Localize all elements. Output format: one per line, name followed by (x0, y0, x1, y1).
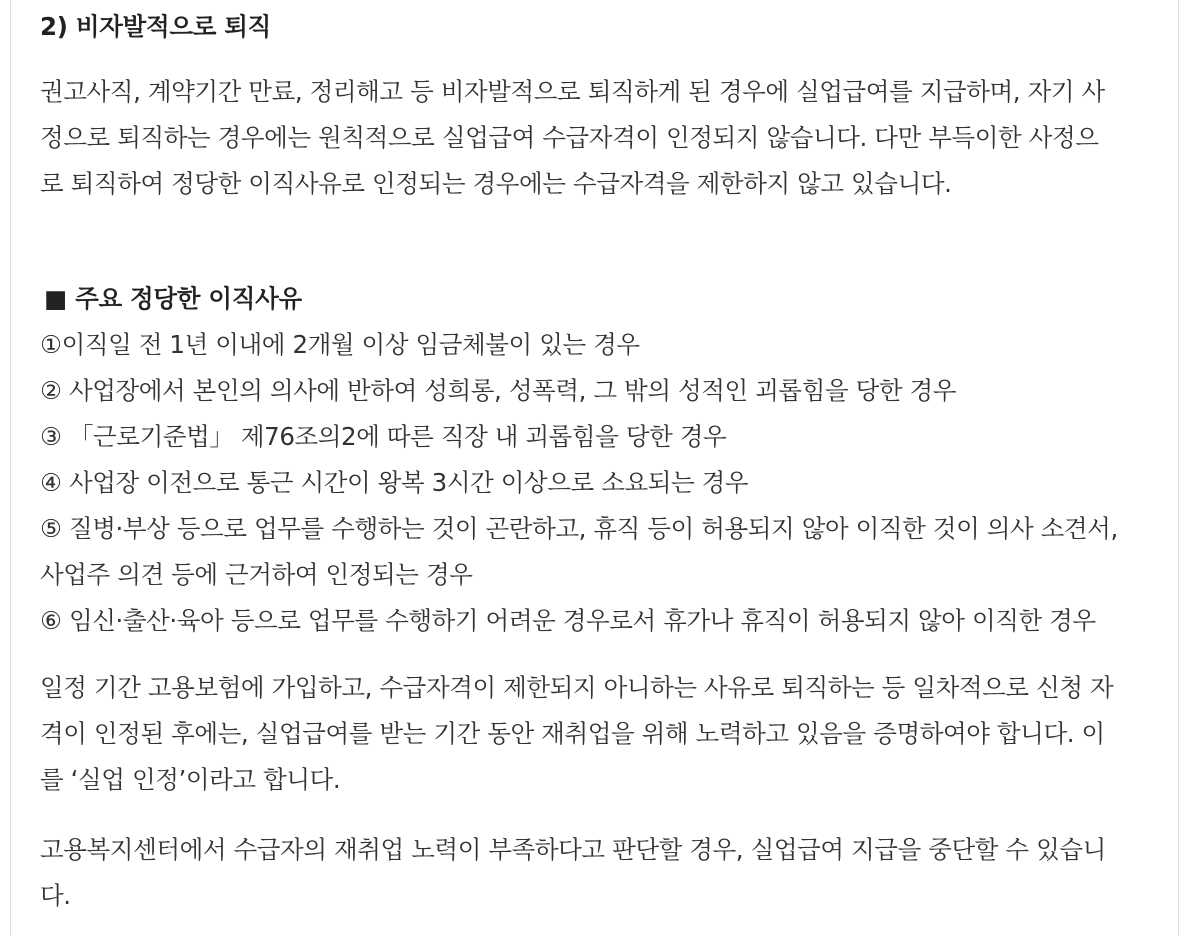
certification-paragraph (40, 665, 1113, 803)
reasons-list (40, 322, 1118, 644)
reason-item (40, 598, 1118, 644)
reason-line: ③ 「근로기준법」 제76조의2에 따른 직장 내 괴롭힘을 당한 경우 (40, 422, 727, 451)
paragraph-line: 격이 인정된 후에는, 실업급여를 받는 기간 동안 재취업을 위해 노력하고 있음을 증명하여야 합니다. 이 (40, 719, 1105, 748)
reason-line: ⑥ 임신·출산·육아 등으로 업무를 수행하기 어려운 경우로서 휴가나 휴직이 허용되지 않아 이직한 경우 (40, 606, 1096, 635)
intro-paragraph (40, 69, 1105, 207)
reasons-title: ■ 주요 정당한 이직사유 (44, 284, 302, 313)
reason-line: ①이직일 전 1년 이내에 2개월 이상 임금체불이 있는 경우 (40, 330, 640, 359)
reason-line: ② 사업장에서 본인의 의사에 반하여 성희롱, 성폭력, 그 밖의 성적인 괴롭힘을 당한 경우 (40, 376, 957, 405)
section-heading: 2) 비자발적으로 퇴직 (40, 12, 272, 41)
paragraph-line: 다. (40, 881, 71, 910)
suspension-paragraph (40, 827, 1106, 919)
paragraph-line: 고용복지센터에서 수급자의 재취업 노력이 부족하다고 판단할 경우, 실업급여 지급을 중단할 수 있습니 (40, 835, 1106, 864)
reason-line: ⑤ 질병·부상 등으로 업무를 수행하는 것이 곤란하고, 휴직 등이 허용되지 않아 이직한 것이 의사 소견서, (40, 514, 1118, 543)
paragraph-line: 권고사직, 계약기간 만료, 정리해고 등 비자발적으로 퇴직하게 된 경우에 실업급여를 지급하며, 자기 사 (40, 77, 1105, 106)
reason-item (40, 368, 1118, 414)
reason-item (40, 460, 1118, 506)
reason-item (40, 506, 1118, 598)
reason-line: 사업주 의견 등에 근거하여 인정되는 경우 (40, 560, 473, 589)
paragraph-line: 일정 기간 고용보험에 가입하고, 수급자격이 제한되지 아니하는 사유로 퇴직하는 등 일차적으로 신청 자 (40, 673, 1114, 702)
reason-line: ④ 사업장 이전으로 통근 시간이 왕복 3시간 이상으로 소요되는 경우 (40, 468, 749, 497)
article-panel (10, 0, 1179, 936)
reason-item (40, 414, 1118, 460)
paragraph-line: 정으로 퇴직하는 경우에는 원칙적으로 실업급여 수급자격이 인정되지 않습니다. 다만 부득이한 사정으 (40, 123, 1099, 152)
reason-item (40, 322, 1118, 368)
paragraph-line: 를 ‘실업 인정’이라고 합니다. (40, 765, 341, 794)
paragraph-line: 로 퇴직하여 정당한 이직사유로 인정되는 경우에는 수급자격을 제한하지 않고 있습니다. (40, 169, 952, 198)
